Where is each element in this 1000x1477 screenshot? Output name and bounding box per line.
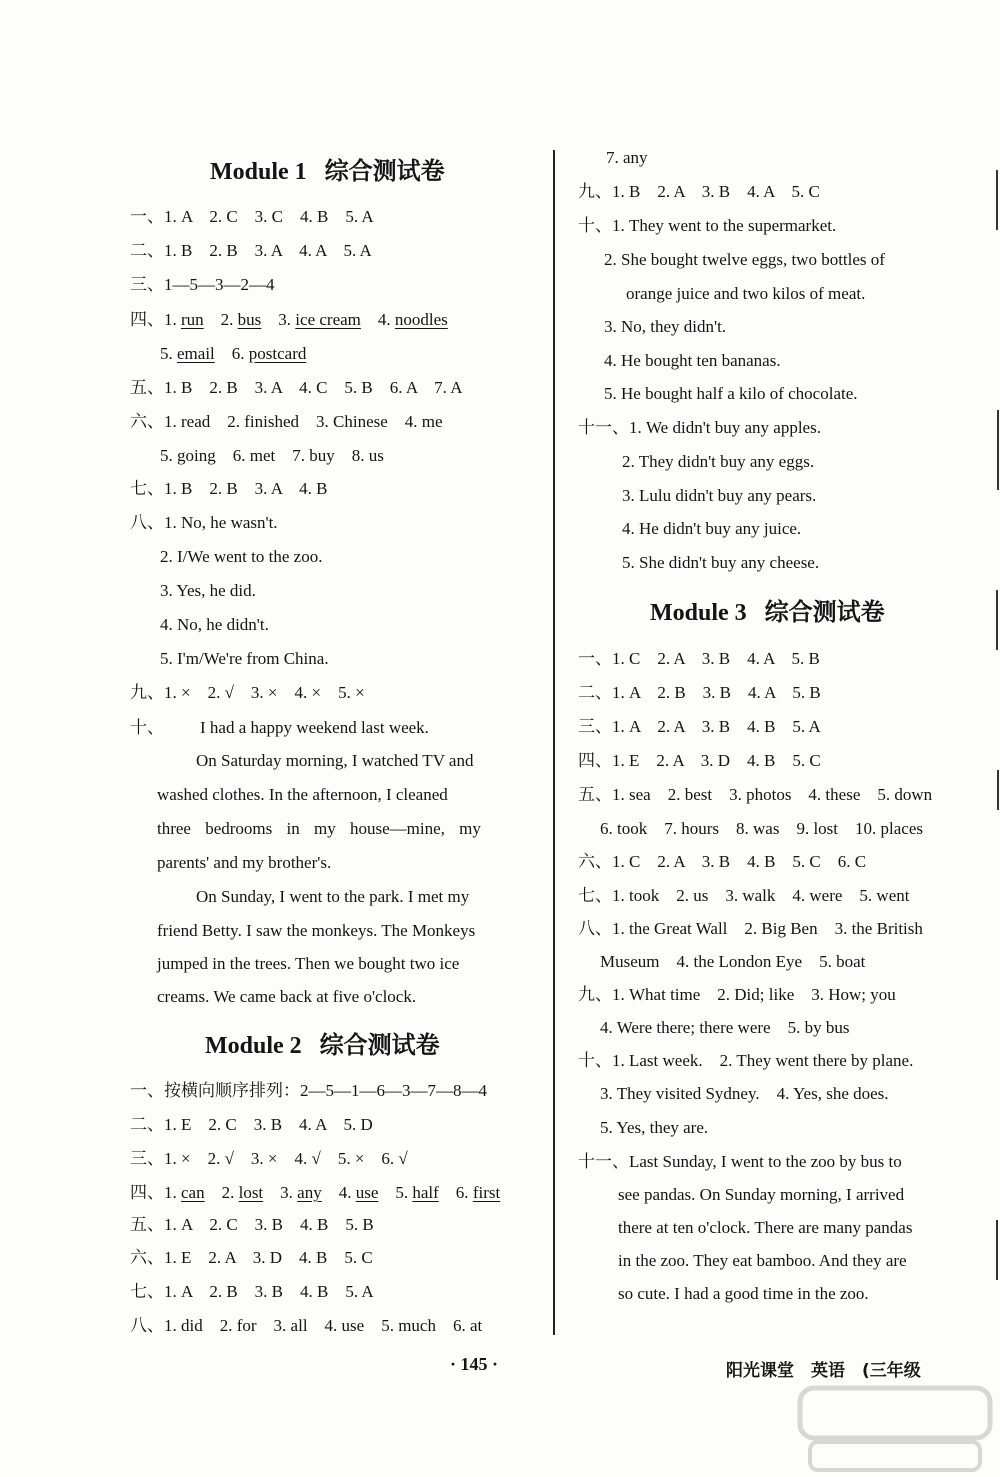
m3-line-17: see pandas. On Sunday morning, I arrived — [618, 1185, 905, 1204]
m2-line-8: 八、1. did 2. for 3. all 4. use 5. much 6. at — [130, 1316, 483, 1335]
r-line-1: 7. any — [606, 148, 648, 167]
module-2-subtitle: 综合测试卷 — [319, 1031, 440, 1059]
m2-line-1: 一、按横向顺序排列：2—5—1—6—3—7—8—4 — [130, 1081, 487, 1100]
r-line-6: 3. No, they didn't. — [604, 317, 727, 336]
m1-line-2: 二、1. B 2. B 3. A 4. A 5. A — [130, 241, 372, 260]
m1-line-10: 八、1. No, he wasn't. — [130, 513, 278, 532]
m1-line-15: 九、1. × 2. √ 3. × 4. × 5. × — [130, 683, 365, 702]
m1-line-7: 六、1. read 2. finished 3. Chinese 4. me — [130, 412, 443, 431]
m3-line-11: 九、1. What time 2. Did; like 3. How; you — [578, 985, 896, 1004]
m3-line-5: 五、1. sea 2. best 3. photos 4. these 5. down — [578, 785, 933, 804]
book-title-footer: 阳光课堂 英语 (三年级 — [726, 1361, 921, 1381]
m1-line-23: jumped in the trees. Then we bought two ice — [157, 954, 460, 973]
m2-l4-word-1: can — [181, 1183, 205, 1202]
m2-l4-prefix: 四、1. — [130, 1183, 181, 1202]
r-line-5: orange juice and two kilos of meat. — [626, 284, 866, 303]
r-line-7: 4. He bought ten bananas. — [604, 351, 781, 370]
m3-line-8: 七、1. took 2. us 3. walk 4. were 5. went — [578, 886, 910, 905]
m3-line-19: in the zoo. They eat bamboo. And they are — [618, 1251, 907, 1270]
module-2-title: Module 2 — [205, 1033, 302, 1059]
m1-l4-word-2: bus — [237, 310, 262, 329]
m1-line-24: creams. We came back at five o'clock. — [157, 987, 417, 1006]
m1-line-3: 三、1—5—3—2—4 — [130, 275, 275, 294]
m1-l16-label: 十、 — [130, 718, 164, 737]
m2-l4-word-5: half — [412, 1183, 439, 1202]
m2-line-3: 三、1. × 2. √ 3. × 4. √ 5. × 6. √ — [130, 1149, 408, 1168]
r-line-13: 5. She didn't buy any cheese. — [622, 553, 820, 572]
m3-line-3: 三、1. A 2. A 3. B 4. B 5. A — [578, 717, 821, 736]
m1-line-14: 5. I'm/We're from China. — [160, 649, 329, 668]
m2-line-7: 七、1. A 2. B 3. B 4. B 5. A — [130, 1282, 374, 1301]
m2-l4-word-4: use — [355, 1183, 379, 1202]
m1-l4-word-3: ice cream — [295, 310, 361, 329]
m3-line-7: 六、1. C 2. A 3. B 4. B 5. C 6. C — [578, 852, 867, 871]
m1-line-18: washed clothes. In the afternoon, I cleaned — [157, 785, 448, 804]
m3-line-15: 5. Yes, they are. — [600, 1118, 709, 1137]
module-2-heading — [205, 1030, 440, 1061]
m1-line-17: On Saturday morning, I watched TV and — [196, 751, 474, 770]
r-line-11: 3. Lulu didn't buy any pears. — [622, 486, 817, 505]
m3-line-1: 一、1. C 2. A 3. B 4. A 5. B — [578, 649, 820, 668]
m2-l4-word-6: first — [472, 1183, 501, 1202]
r-line-9: 十一、1. We didn't buy any apples. — [578, 418, 821, 437]
m1-line-13: 4. No, he didn't. — [160, 615, 269, 634]
m1-l4-word-4: noodles — [394, 310, 448, 329]
m1-l5-word-5: email — [177, 344, 215, 363]
r-line-8: 5. He bought half a kilo of chocolate. — [604, 384, 858, 403]
m1-l16-text: I had a happy weekend last week. — [200, 718, 429, 737]
m1-line-19: three bedrooms in my house—mine, my — [157, 819, 481, 838]
m1-line-5: 5. email 6. postcard — [160, 344, 307, 363]
m3-line-2: 二、1. A 2. B 3. B 4. A 5. B — [578, 683, 821, 702]
m1-line-16 — [130, 717, 429, 739]
m3-line-12: 4. Were there; there were 5. by bus — [600, 1018, 850, 1037]
module-1-subtitle: 综合测试卷 — [324, 157, 445, 185]
r-line-2: 九、1. B 2. A 3. B 4. A 5. C — [578, 182, 820, 201]
m1-line-21: On Sunday, I went to the park. I met my — [196, 887, 470, 906]
m3-line-10: Museum 4. the London Eye 5. boat — [600, 952, 866, 971]
scan-edge-marks — [990, 170, 1000, 1320]
module-1-title: Module 1 — [210, 159, 307, 185]
m3-line-13: 十、1. Last week. 2. They went there by plane. — [578, 1051, 914, 1070]
m3-line-20: so cute. I had a good time in the zoo. — [618, 1284, 869, 1303]
m3-line-16: 十一、Last Sunday, I went to the zoo by bus to — [578, 1152, 902, 1171]
m2-line-2: 二、1. E 2. C 3. B 4. A 5. D — [130, 1115, 373, 1134]
m3-line-18: there at ten o'clock. There are many pandas — [618, 1218, 913, 1237]
m1-line-22: friend Betty. I saw the monkeys. The Monkeys — [157, 921, 476, 940]
m1-line-11: 2. I/We went to the zoo. — [160, 547, 323, 566]
m1-l5-word-6: postcard — [248, 344, 307, 363]
module-1-heading — [210, 156, 445, 187]
m2-l4-word-3: any — [297, 1183, 322, 1202]
m3-line-14: 3. They visited Sydney. 4. Yes, she does. — [600, 1084, 889, 1103]
m1-line-6: 五、1. B 2. B 3. A 4. C 5. B 6. A 7. A — [130, 378, 463, 397]
watermark-logo-icon — [790, 1380, 1000, 1477]
m1-line-9: 七、1. B 2. B 3. A 4. B — [130, 479, 328, 498]
page-number: · 145 · — [450, 1354, 499, 1374]
m1-line-4: 四、1. run 2. bus 3. ice cream 4. noodles — [130, 310, 448, 329]
m1-l4-word-1: run — [181, 310, 204, 329]
module-3-subtitle: 综合测试卷 — [764, 598, 885, 626]
m3-line-4: 四、1. E 2. A 3. D 4. B 5. C — [578, 751, 821, 770]
module-3-heading — [650, 597, 885, 628]
r-line-10: 2. They didn't buy any eggs. — [622, 452, 815, 471]
r-line-3: 十、1. They went to the supermarket. — [578, 216, 837, 235]
m2-line-6: 六、1. E 2. A 3. D 4. B 5. C — [130, 1248, 373, 1267]
column-divider — [553, 150, 555, 1335]
m1-line-1: 一、1. A 2. C 3. C 4. B 5. A — [130, 207, 374, 226]
m2-l4-word-2: lost — [238, 1183, 264, 1202]
m1-line-20: parents' and my brother's. — [157, 853, 332, 872]
m2-line-4: 四、1. can 2. lost 3. any 4. use 5. half 6. first — [130, 1183, 501, 1202]
m2-line-5: 五、1. A 2. C 3. B 4. B 5. B — [130, 1215, 374, 1234]
m1-line-8: 5. going 6. met 7. buy 8. us — [160, 446, 384, 465]
m3-line-6: 6. took 7. hours 8. was 9. lost 10. places — [600, 819, 923, 838]
r-line-4: 2. She bought twelve eggs, two bottles of — [604, 250, 885, 269]
module-3-title: Module 3 — [650, 600, 747, 626]
m1-line-12: 3. Yes, he did. — [160, 581, 256, 600]
m3-line-9: 八、1. the Great Wall 2. Big Ben 3. the British — [578, 919, 923, 938]
m1-l4-prefix: 四、1. — [130, 310, 181, 329]
r-line-12: 4. He didn't buy any juice. — [622, 519, 802, 538]
